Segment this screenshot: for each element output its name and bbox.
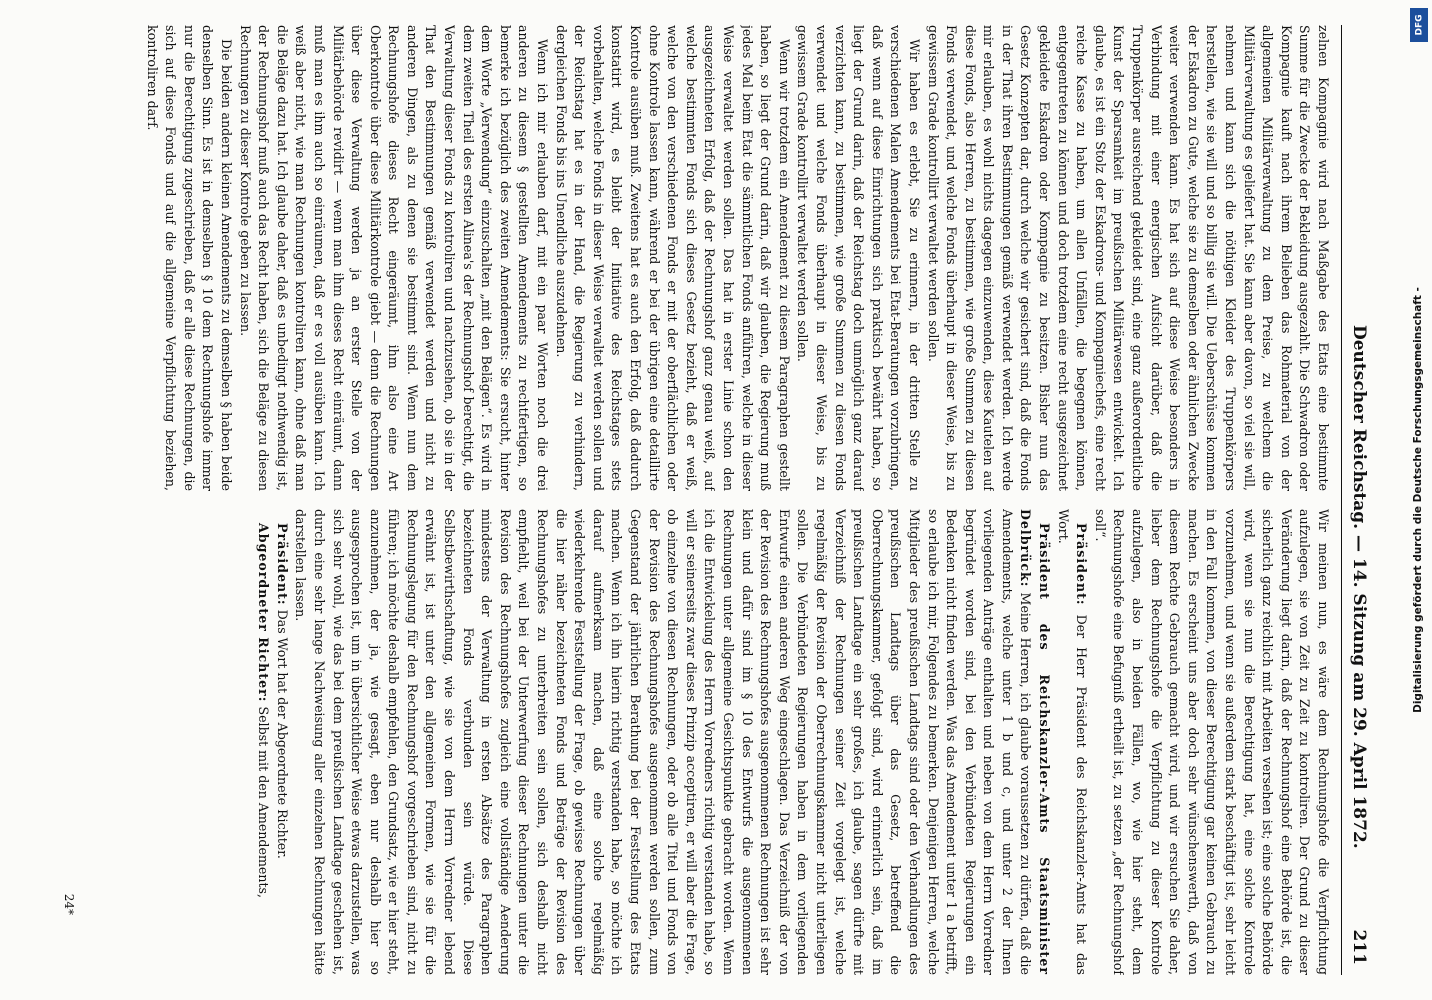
signature-mark: 24* [62, 893, 76, 915]
left-column-paragraph-3: Wenn wir trotzdem ein Amendement zu diesem Paragraphen gestellt haben, so liegt der Grund darin, daß wir glauben, die Regierung muß jedes Mal beim Etat die sämmtlichen Fonds anführen, welche in dieser Weise verwaltet werden sollen. Das hat in erster Linie schon den ausgezeichneten Erfolg, daß der Rechnungshof ganz genau weiß, auf welche bestimmten Fonds sich dieses Gesetz bezieht, daß er weiß, welche von den verschiedenen Fonds er mit der oberflächlichen oder ohne Kontrole lassen kann, während er bei der übrigen eine detaillirte Kontrole ausüben muß. Zweitens hat es auch den Erfolg, daß dadurch konstatirt wird, es bleibt der Initiative des Reichstages stets vorbehalten, welche Fonds in dieser Weise verwaltet werden sollen und der Reichstag hat es in der Hand, die Regierung zu verhindern, dergleichen Fonds bis ins Unendliche auszudehnen. [553, 25, 792, 491]
speaker-name: Abgeordneter Richter: [256, 523, 272, 703]
left-column-paragraph-1: zelnen Kompagnie wird nach Maßgabe des Etats eine bestimmte Summe für die Zwecke der Bekleidung ausgezahlt. Die Schwadron oder Kompagnie kauft nach ihrem Belieben das Rohmaterial von der allgemeinen Militärverwaltung zu dem Preise, zu welchem die Militärverwaltung es geliefert hat. Sie kann aber davon, so viel sie will, nehmen und kann sich die nöthigen Kleider des Truppenkörpers herstellen, wie sie will und so billig sie will. Die Ueberschüsse kommen der Eskadron zu Gute, welche sie zu demselben oder ähnlichen Zwecke weiter verwenden kann. Es hat sich auf diese Weise besonders in Verbindung mit einer energischen Aufsicht darüber, daß die Truppenkörper ausreichend gekleidet sind, eine ganz außerordentliche Kunst der Sparsamkeit im preußischen Militärwesen entwickelt. Ich glaube, es ist ein Stolz der Eskadrons- und Kompagniechefs, eine recht reiche Kasse zu haben, um allen Unfällen, die begegnen können, entgegentreten zu können und doch trotzdem eine recht ausgezeichnet gekleidete Eskadron oder Kompagnie zu besitzen. Bisher nun das Gesetz Konzepten dar, durch welche wir gesichert sind, daß die Fonds in der That ihren Bestimmungen gemäß verwendet werden. Ich werde mir erlauben, es wohl nichts dagegen einzuwenden, diese Kautelen auf diese Fonds, also Herren, zu bestimmen, wie große Summen zu diesen Fonds verwendet, und welche Fonds überhaupt in dieser Weise, bis zu gewissem Grade kontrollirt verwaltet werden sollen. [925, 25, 1331, 491]
speech-3 [272, 509, 291, 975]
page-number: 211 [1349, 929, 1369, 965]
left-column [56, 25, 1332, 491]
left-column-paragraph-5: Die beiden andern kleinen Amendements zu demselben § haben beide denselben Sinn. Es ist in demselben § 10 dem Rechnungshofe immer nur die Berechtigung zugeschrieben, daß er alle diese Rechnungen, die sich auf diese Fonds und auf die allgemeine Verpflichtung beziehen, kontroliren darf. [144, 25, 234, 491]
dfg-logo-badge [1410, 8, 1428, 42]
rotated-document-page [56, 25, 1376, 975]
speech-text: Selbst mit den Amendements, [256, 706, 272, 898]
digitization-notice [1406, 10, 1430, 990]
speech-2 [291, 509, 1053, 975]
speaker-name: Präsident: [1074, 523, 1090, 606]
speaker-name: Präsident: [274, 523, 290, 606]
page-header [1341, 25, 1376, 975]
left-column-paragraph-4: Wenn ich mir erlauben darf, mit ein paar Worten noch die drei anderen zu diesem § gestellten Amendements zu rechtfertigen, so bemerke ich bezüglich des zweiten Amendements: Sie ersucht, hinter dem Worte „Verwendung“ einzuschalten „mit den Belägen“. Es wird in dem zweiten Theil des ersten Alinea's der Rechnungshof berechtigt, die Verwaltung dieser Fonds zu kontroliren und nachzusehen, ob sie in der That den Bestimmungen gemäß verwendet werden und nicht zu anderen Dingen, als zu denen sie bestimmt sind. Wenn nun dem Rechnungshofe dieses Recht eingeräumt, ihm also eine Art Oberkontrole über diese Militärkontrole giebt — denn die Rechnungen über diese Verwaltung werden ja an erster Stelle von der Militärbehörde revidirt — wenn man ihm dieses Recht einräumt, dann muß man es ihm auch so einräumen, daß er es voll ausüben kann. Ich weiß aber nicht, wie man Rechnungen kontroliren kann, ohne daß man die Beläge dazu hat. Ich glaube daher, daß es unbedingt nothwendig ist, der Rechnungshof muß auch das Recht haben, sich die Beläge zu diesen Rechnungen zu dieser Kontrole geben zu lassen. [237, 25, 551, 491]
page-title: Deutscher Reichstag. — 14. Sitzung am 29. April 1872. [1349, 325, 1369, 849]
speaker-name: Präsident des Reichskanzler-Amts Staatsminister Delbrück: [1018, 509, 1053, 975]
speech-text: Der Herr Präsident des Reichskanzler-Amts hat das Wort. [1055, 509, 1090, 975]
right-column-paragraph-1: Wir meinen nun, es wäre dem Rechnungshofe die Verpflichtung aufzulegen, sie von Zeit zu Zeit zu kontroliren. Der Grund zu dieser Veränderung liegt darin, daß der Rechnungshof eine Behörde ist, die sicherlich ganz reichlich mit Arbeiten versehen ist; eine solche Behörde wird, wenn sie nun die Berechtigung hat, eine solche Kontrole vorzunehmen, und wenn sie außerdem stark beschäftigt ist, sehr leicht in den Fall kommen, von dieser Berechtigung gar keinen Gebrauch zu machen. Es erscheint uns aber doch sehr wünschenswerth, daß von diesem Rechte Gebrauch gemacht wird, und wir ersuchen Sie daher, lieber dem Rechnungshofe die Verpflichtung zu dieser Kontrole aufzulegen, also in beiden Fällen, wo, wie hier steht, dem Rechnungshofe eine Befugniß ertheilt ist, zu setzen „der Rechnungshof soll“. [1092, 509, 1331, 975]
left-column-paragraph-2: Wir haben es erlebt, Sie zu erinnern, in der dritten Stelle zu verschiedenen Malen Amendements bei Etat-Beratungen vorzubringen, daß wenn auf diese Einrichtungen sich praktisch bewährt haben, so liegt der Grund darin, daß der Reichstag doch unmöglich ganz darauf verzichten kann, zu bestimmen, wie große Summen zu diesen Fonds verwendet und welche Fonds überhaupt in dieser Weise, bis zu gewissem Grade kontrollirt verwaltet werden sollen. [795, 25, 922, 491]
speech-text: Das Wort hat der Abgeordnete Richter. [274, 609, 290, 859]
speech-text: Meine Herren, ich glaube voraussetzen zu dürfen, daß die Amendements, welche unter 1 b und c, und unter 2 der Ihnen vorliegenden Anträge enthalten und neben von dem Herrn Vorredner begründet worden sind, bei den Verbündeten Regierungen ein Bedenken nicht finden werden. Was das Amendement unter 1 a betrifft, so erlaube ich mir, Folgendes zu bemerken. Denjenigen Herren, welche Mitglieder des preußischen Landtags sind oder den Verhandlungen des preußischen Landtags über das Gesetz, betreffend die Oberrechnungskammer, gefolgt sind, wird erinnerlich sein, daß im preußischen Landtage ein sehr großes, ich glaube, sagen dürfte mit Verzeichniß der Rechnungen seiner Zeit vorgelegt ist, welche regelmäßig der Revision der Oberrechnungskammer nicht unterliegen sollen. Die Verbündeten Regierungen haben in dem vorliegenden Entwurfe einen anderen Weg eingeschlagen. Das Verzeichniß der von der Revision des Rechnungshofes ausgenommenen Rechnungen ist sehr klein und dafür sind im § 10 des Entwurfs die ausgenommenen Rechnungen unter allgemeine Gesichtspunkte gebracht worden. Wenn ich die Entwickelung des Herrn Vorredners richtig verstanden habe, so will er seinerseits zwar dieses Prinzip acceptiren, er will aber die Frage, ob einzelne von diesen Rechnungen, oder ob alle Titel und Fonds von der Revision des Rechnungshofes ausgenommen werden sollen, zum Gegenstand der jährlichen Berathung bei der Feststellung des Etats machen. Wenn ich ihn hierin richtig verstanden habe, so möchte ich darauf aufmerksam machen, daß eine solche regelmäßig wiederkehrende Feststellung der Frage, ob gewisse Rechnungen über die hier näher bezeichneten Fonds und Beträge der Revision des Rechnungshofes zu unterbreiten sein sollen, sich deshalb nicht empfiehlt, weil bei der Unterwerfung dieser Rechnungen unter die Revision des Rechnungshofes zugleich eine vollständige Aenderung mindestens der Verwaltung in ersten Absätze des Paragraphen bezeichneten Fonds verbunden sein würde. Diese Selbstbewirthschaftung, wie sie von dem Herrn Vorredner lebend erwähnt ist, ist unter den allgemeinen Formen, wie sie für die Rechnungslegung für den Rechnungshof vorgeschrieben sind, nicht zu führen; ich möchte deshalb empfehlen, den Grundsatz, wie er hier steht, anzunehmen, der ja, wie gesagt, eben nur deshalb hier so ausgesprochen ist, um in übersichtlicher Weise etwas darzustellen, was sich sehr wohl, wie das bei dem preußischen Landtage geschehen ist, durch eine sehr lange Nachweisung aller einzelnen Rechnungen hätte darstellen lassen. [293, 509, 1034, 975]
right-column [56, 509, 1332, 975]
text-columns [56, 25, 1332, 975]
speech-4 [254, 509, 273, 975]
digitization-notice-text: Digitalisierung gefördert durch die Deutsche Forschungsgemeinschaft - [1412, 287, 1424, 713]
dfg-logo-text: DFG [1414, 14, 1425, 36]
speech-1 [1053, 509, 1090, 975]
